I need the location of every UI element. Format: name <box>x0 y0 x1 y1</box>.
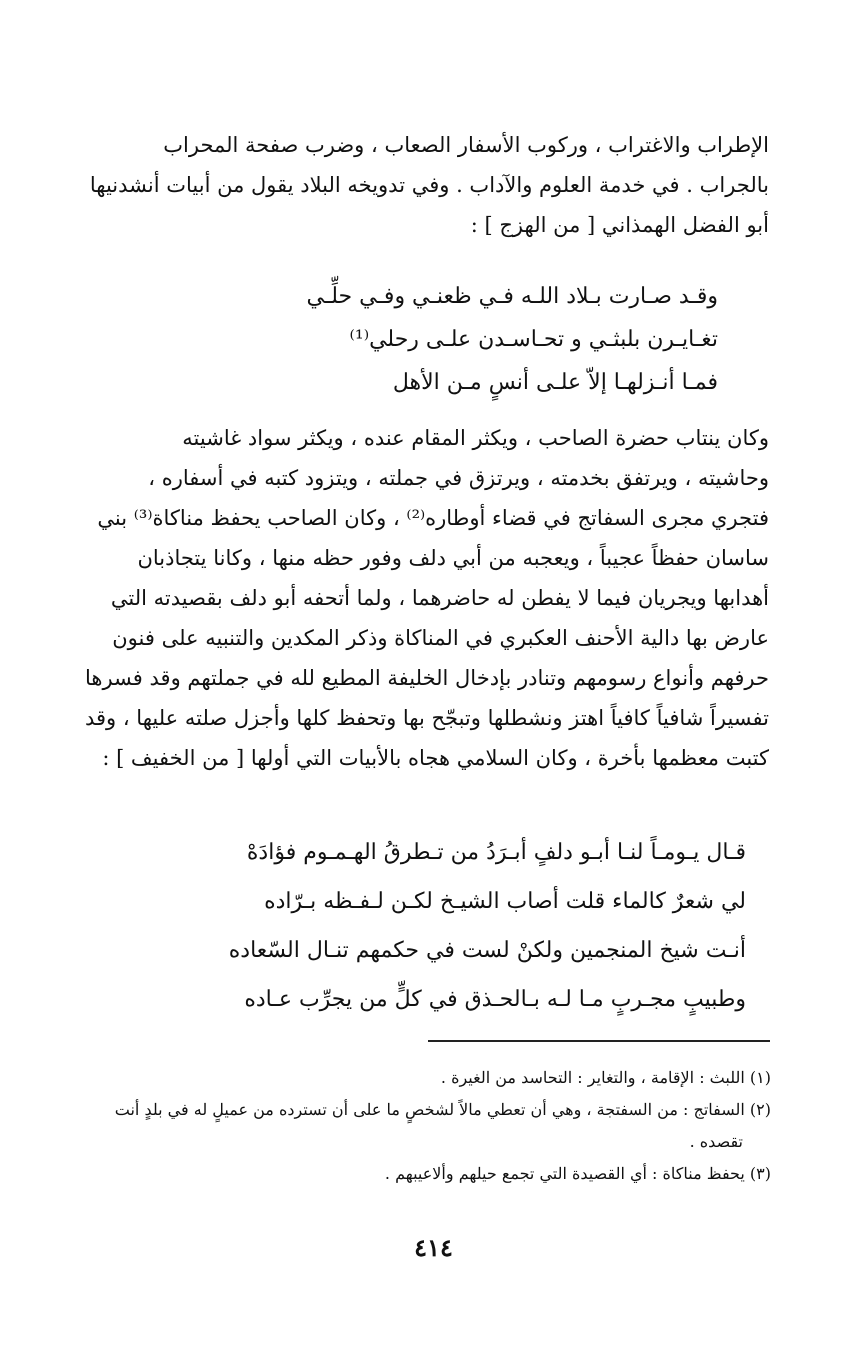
text-line: أبو الفضل الهمذاني [ من الهزج ] : <box>470 213 769 237</box>
paragraph-1 <box>66 125 769 245</box>
verse-line: تغـايـرن بلبثـي و تحـاسـدن علـى رحلي⁽¹⁾ <box>349 327 718 352</box>
text-line: وكان ينتاب حضرة الصاحب ، ويكثر المقام عنده ، ويكثر سواد غاشيته <box>182 426 769 450</box>
text-line: بالجراب . في خدمة العلوم والآداب . وفي تدويخه البلاد يقول من أبيات أنشدنيها <box>89 173 769 197</box>
text-line: الإطراب والاغتراب ، وركوب الأسفار الصعاب ، وضرب صفحة المحراب <box>163 133 769 157</box>
poem-1 <box>158 275 718 404</box>
verse-line: قـال يـومـاً لنـا أبـو دلفٍ أبـرَدُ من تـطرقُ الهـمـوم فؤادَهْ <box>246 840 746 865</box>
footnote-separator <box>428 1040 770 1042</box>
footnotes <box>66 1062 771 1190</box>
text-line: أهدابها ويجريان فيما لا يفطن له حاضرهما ، ولما أتحفه أبو دلف بقصيدته التي <box>110 586 769 610</box>
page-number: ٤١٤ <box>414 1233 453 1262</box>
footnote: (١) اللبث : الإقامة ، والتغاير : التحاسد من الغيرة . <box>440 1068 771 1087</box>
text-line: ساسان حفظاً عجيباً ، ويعجبه من أبي دلف وفور حظه منها ، وكانا يتجاذبان <box>137 546 769 570</box>
verse-line: أنـت شيخ المنجمين ولكنْ لست في حكمهم تنـال السّعاده <box>228 938 746 963</box>
poem-2 <box>86 828 746 1024</box>
footnote-continuation: تقصده . <box>689 1132 743 1151</box>
footnote: (٢) السفاتج : من السفتجة ، وهي أن تعطي مالاً لشخصٍ ما على أن تسترده من عميلٍ له في بلدٍ أنت <box>114 1100 771 1119</box>
text-line: عارض بها دالية الأحنف العكبري في المناكاة وذكر المكدين والتنبيه على فنون <box>112 626 769 650</box>
text-line: تفسيراً شافياً كافياً اهتز ونشطلها وتبجّح بها وتحفظ كلها وأجزل صلته عليها ، وقد <box>84 706 769 730</box>
text-line: كتبت معظمها بأخرة ، وكان السلامي هجاه بالأبيات التي أولها [ من الخفيف ] : <box>102 746 769 770</box>
verse-line: وطبيبٍ مجـربٍ مـا لـه بـالحـذق في كلٍّ من يجرِّب عـاده <box>244 987 746 1012</box>
paragraph-2 <box>66 418 769 778</box>
verse-line: لي شعرٌ كالماء قلت أصاب الشيـخ لكـن لـفـظه بـرّاده <box>264 889 746 914</box>
text-line: حرفهم وأنواع رسومهم وتنادر بإدخال الخليفة المطيع لله في جملتهم وقد فسرها <box>85 666 769 690</box>
text-line: وحاشيته ، ويرتفق بخدمته ، ويرتزق في جملته ، ويتزود كتبه في أسفاره ، <box>148 466 769 490</box>
verse-line: وقـد صـارت بـلاد اللـه فـي ظعنـي وفـي حلِّـي <box>306 284 718 309</box>
text-line: فتجري مجرى السفاتج في قضاء أوطاره⁽²⁾ ، وكان الصاحب يحفظ مناكاة⁽³⁾ بني <box>97 506 769 530</box>
footnote: (٣) يحفظ مناكاة : أي القصيدة التي تجمع حيلهم وألاعيبهم . <box>384 1164 771 1183</box>
verse-line: فمـا أنـزلهـا إلاّ علـى أنسٍ مـن الأهل <box>392 370 718 395</box>
